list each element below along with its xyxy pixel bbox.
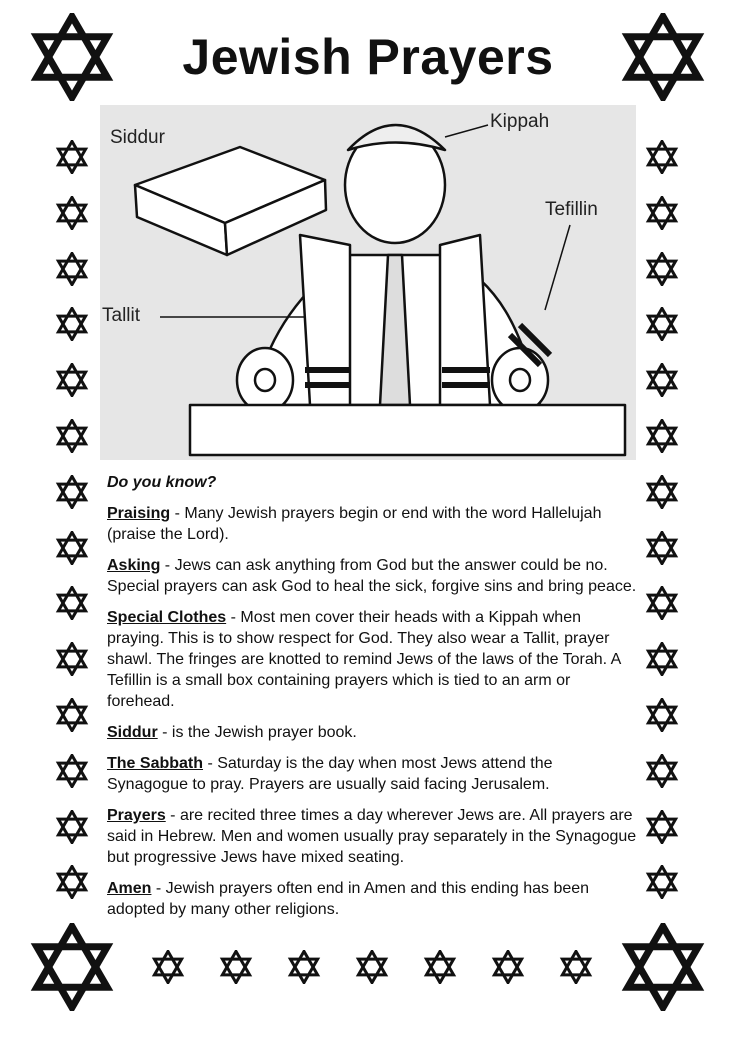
star-of-david-icon bbox=[28, 13, 116, 101]
page-title: Jewish Prayers bbox=[182, 29, 554, 85]
star-of-david-icon bbox=[645, 419, 679, 453]
star-of-david-icon bbox=[287, 950, 321, 984]
fact-term: Siddur bbox=[107, 724, 158, 741]
fact-paragraph bbox=[107, 722, 637, 743]
star-of-david-icon bbox=[645, 642, 679, 676]
prayer-illustration bbox=[100, 105, 636, 460]
fact-text: - are recited three times a day wherever Jews are. All prayers are said in Hebrew. Men and women usually pray separately in the Synagogue but progressive Jews have mixed seating. bbox=[107, 807, 637, 866]
star-of-david-icon bbox=[645, 586, 679, 620]
fact-paragraph bbox=[107, 805, 637, 868]
star-of-david-icon bbox=[645, 252, 679, 286]
star-of-david-icon bbox=[55, 419, 89, 453]
fact-text: - Many Jewish prayers begin or end with the word Hallelujah (praise the Lord). bbox=[107, 505, 602, 543]
star-of-david-icon bbox=[55, 642, 89, 676]
star-of-david-icon bbox=[645, 363, 679, 397]
star-of-david-icon bbox=[645, 865, 679, 899]
star-of-david-icon bbox=[355, 950, 389, 984]
star-of-david-icon bbox=[645, 531, 679, 565]
facts-section bbox=[107, 472, 637, 930]
star-of-david-icon bbox=[55, 475, 89, 509]
star-of-david-icon bbox=[219, 950, 253, 984]
fact-term: The Sabbath bbox=[107, 755, 204, 772]
fact-paragraph bbox=[107, 555, 637, 597]
star-of-david-icon bbox=[645, 810, 679, 844]
tefillin-label: Tefillin bbox=[545, 199, 598, 220]
fact-paragraph bbox=[107, 753, 637, 795]
do-you-know-heading: Do you know? bbox=[107, 474, 217, 491]
fact-term: Prayers bbox=[107, 807, 166, 824]
star-of-david-icon bbox=[55, 586, 89, 620]
fact-text: - Saturday is the day when most Jews attend the Synagogue to pray. Prayers are usually said facing Jerusalem. bbox=[107, 755, 553, 793]
fact-text: - is the Jewish prayer book. bbox=[157, 724, 357, 741]
star-of-david-icon bbox=[55, 810, 89, 844]
fact-paragraph bbox=[107, 503, 637, 545]
fact-text: - Jews can ask anything from God but the answer could be no. Special prayers can ask God to heal the sick, forgive sins and bring peace. bbox=[107, 557, 637, 595]
star-of-david-icon bbox=[55, 196, 89, 230]
star-of-david-icon bbox=[645, 754, 679, 788]
star-of-david-icon bbox=[151, 950, 185, 984]
boy-praying-drawing bbox=[100, 105, 636, 460]
star-of-david-icon bbox=[645, 196, 679, 230]
fact-term: Special Clothes bbox=[107, 609, 227, 626]
star-of-david-icon bbox=[645, 698, 679, 732]
star-of-david-icon bbox=[55, 252, 89, 286]
star-of-david-icon bbox=[55, 531, 89, 565]
star-of-david-icon bbox=[423, 950, 457, 984]
star-of-david-icon bbox=[55, 363, 89, 397]
star-of-david-icon bbox=[619, 923, 707, 1011]
star-of-david-icon bbox=[491, 950, 525, 984]
star-of-david-icon bbox=[619, 13, 707, 101]
star-of-david-icon bbox=[55, 754, 89, 788]
star-of-david-icon bbox=[55, 698, 89, 732]
star-of-david-icon bbox=[559, 950, 593, 984]
star-of-david-icon bbox=[645, 475, 679, 509]
star-of-david-icon bbox=[55, 140, 89, 174]
star-of-david-icon bbox=[55, 865, 89, 899]
fact-term: Praising bbox=[107, 505, 171, 522]
siddur-label: Siddur bbox=[110, 127, 165, 148]
star-of-david-icon bbox=[645, 140, 679, 174]
star-of-david-icon bbox=[645, 307, 679, 341]
fact-term: Asking bbox=[107, 557, 161, 574]
star-of-david-icon bbox=[55, 307, 89, 341]
tallit-label: Tallit bbox=[102, 305, 141, 326]
fact-paragraph bbox=[107, 607, 637, 712]
fact-text: - Most men cover their heads with a Kippah when praying. This is to show respect for God. They also wear a Tallit, prayer shawl. The fringes are knotted to remind Jews of the laws of the Torah. A Tefillin is a small box containing prayers which is tied to an arm or forehead. bbox=[107, 609, 621, 710]
star-of-david-icon bbox=[28, 923, 116, 1011]
fact-term: Amen bbox=[107, 880, 152, 897]
fact-paragraph bbox=[107, 878, 637, 920]
kippah-label: Kippah bbox=[490, 111, 550, 132]
fact-text: - Jewish prayers often end in Amen and this ending has been adopted by many other religions. bbox=[107, 880, 590, 918]
